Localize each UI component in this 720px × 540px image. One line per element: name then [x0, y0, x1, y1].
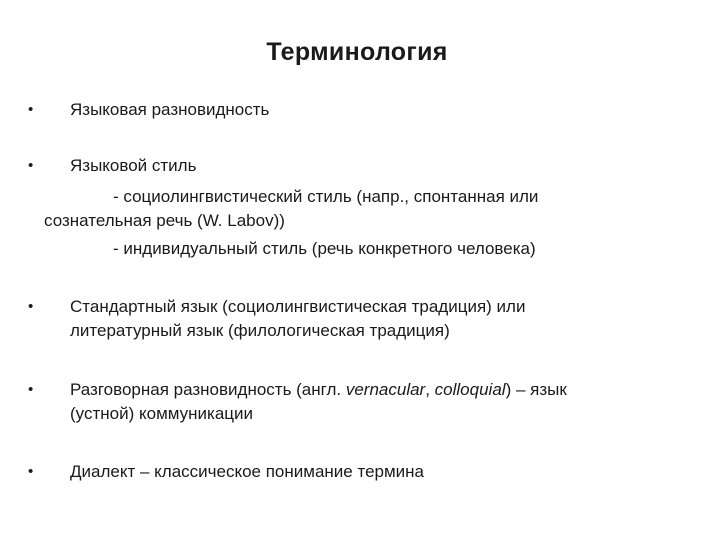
list-item-text-line2: (устной) коммуникации: [70, 404, 254, 423]
slide-title: [0, 38, 720, 67]
term-vernacular: vernacular: [345, 380, 426, 399]
text-after: ) – язык: [505, 380, 567, 399]
list-item-text: Языковая разновидность: [70, 100, 270, 119]
subitem-sociolinguistic-style-line1: - социолингвистический стиль (напр., спонтанная или: [113, 187, 539, 206]
list-item-text: [70, 378, 630, 402]
bullet-icon: •: [28, 298, 34, 315]
term-colloquial: colloquial: [434, 380, 506, 399]
term-separator: ,: [425, 380, 435, 399]
list-item-colloquial-variety: [0, 378, 720, 426]
subitem-sociolinguistic-style-line2: сознательная речь (W. Labov)): [44, 211, 285, 230]
list-item-text: Языковой стиль: [70, 156, 197, 175]
subitem-individual-style: - индивидуальный стиль (речь конкретного человека): [113, 239, 536, 258]
bullet-icon: •: [28, 381, 34, 398]
list-item-text: Диалект – классическое понимание термина: [70, 462, 425, 481]
bullet-icon: •: [28, 463, 34, 480]
list-item-language-variety: [0, 98, 720, 122]
text-before: Разговорная разновидность (англ.: [70, 380, 346, 399]
list-item-dialect: [0, 460, 720, 484]
bullet-icon: •: [28, 101, 34, 118]
list-item-language-style: [0, 154, 720, 178]
list-item-text-line2: литературный язык (филологическая традиция): [70, 321, 450, 340]
slide-title-text: Терминология: [266, 38, 448, 66]
list-item-standard-language: [0, 295, 720, 343]
bullet-icon: •: [28, 157, 34, 174]
list-item-text: Стандартный язык (социолингвистическая традиция) или: [70, 297, 526, 316]
